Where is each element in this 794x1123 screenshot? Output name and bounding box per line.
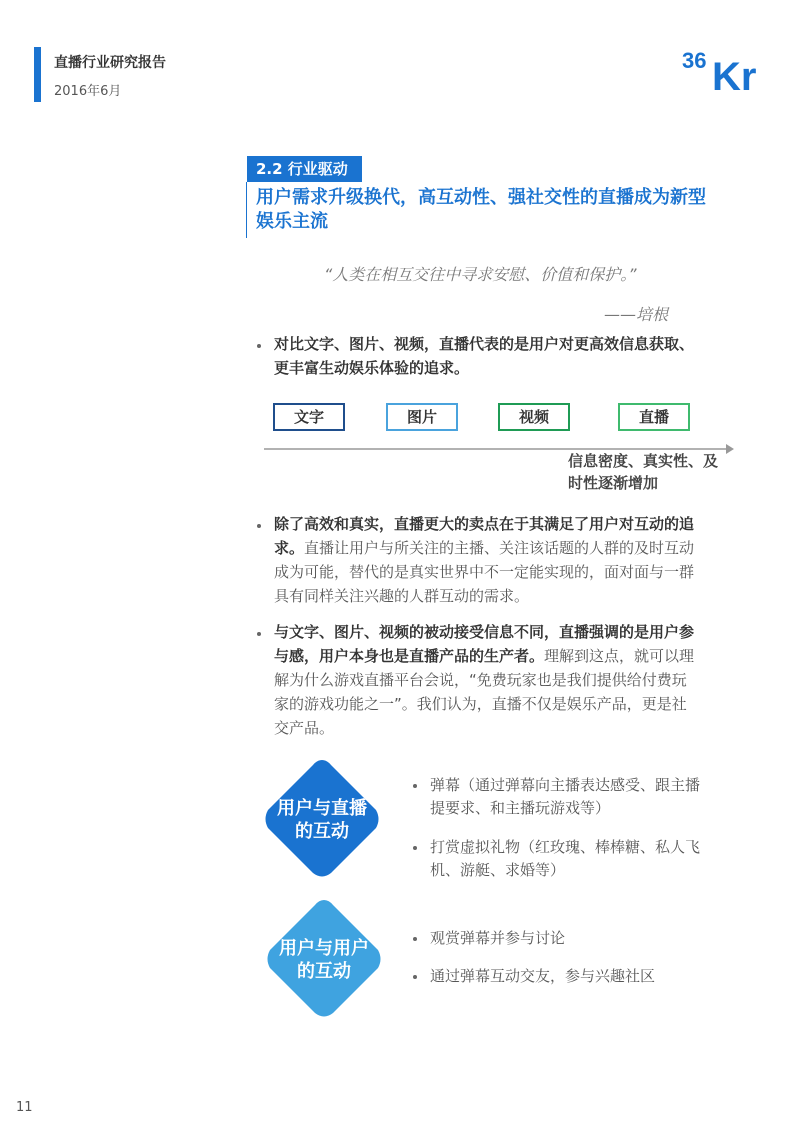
interaction-2-label-line-1: 用户与用户	[279, 938, 369, 959]
bullet-1-line-2: 更丰富生动娱乐体验的追求。	[274, 359, 470, 377]
page-number: 11	[16, 1100, 33, 1115]
36kr-logo	[680, 44, 766, 94]
bullet-3-bold-1: 与文字、图片、视频的被动接受信息不同，直播强调的是用户参	[274, 623, 695, 641]
bullet-3-line-4: 家的游戏功能之一”。我们认为，直播不仅是娱乐产品，更是社	[274, 695, 687, 713]
axis-label-line-1: 信息密度、真实性、及	[568, 452, 719, 470]
interaction-2-item-2-dot	[413, 975, 417, 979]
headline-line-1: 用户需求升级换代，高互动性、强社交性的直播成为新型	[256, 187, 706, 208]
media-box-image: 图片	[386, 403, 458, 431]
quote-author: ——培根	[604, 305, 669, 324]
section-rule	[246, 182, 247, 238]
section-tag: 2.2 行业驱动	[247, 156, 362, 182]
bullet-3-rest-2: 理解到这点，就可以理	[544, 647, 695, 665]
header-accent-bar	[34, 47, 41, 102]
headline-line-2: 娱乐主流	[256, 211, 328, 232]
interaction-1-label-line-1: 用户与直播	[277, 798, 367, 819]
media-box-video: 视频	[498, 403, 570, 431]
interaction-2-item-1-dot	[413, 937, 417, 941]
svg-text:Kr: Kr	[712, 55, 757, 94]
axis-label-line-2: 时性逐渐增加	[568, 474, 659, 492]
media-box-live: 直播	[618, 403, 690, 431]
bullet-2	[274, 512, 744, 608]
report-title: 直播行业研究报告	[54, 55, 166, 71]
bullet-1-dot	[257, 344, 261, 348]
bullet-3-line-5: 交产品。	[274, 719, 335, 737]
interaction-1-item-1: 弹幕（通过弹幕向主播表达感受、跟主播 提要求、和主播玩游戏等）	[430, 776, 701, 817]
bullet-1-line-1: 对比文字、图片、视频，直播代表的是用户对更高效信息获取、	[274, 335, 695, 353]
report-date: 2016年6月	[54, 84, 122, 99]
media-box-text: 文字	[273, 403, 345, 431]
interaction-2-label-line-2: 的互动	[297, 961, 351, 982]
interaction-1-item-1-dot	[413, 784, 417, 788]
interaction-1-item-2-dot	[413, 846, 417, 850]
bullet-3-dot	[257, 632, 261, 636]
bullet-2-line-4: 具有同样关注兴趣的人群互动的需求。	[274, 587, 530, 605]
interaction-1-label	[259, 797, 385, 843]
bullet-3-bold-2: 与感，用户本身也是直播产品的生产者。	[274, 647, 545, 665]
bullet-2-dot	[257, 524, 261, 528]
interaction-2-label	[261, 937, 387, 983]
interaction-2-item-1: 观赏弹幕并参与讨论	[430, 929, 566, 947]
bullet-2-rest-2: 直播让用户与所关注的主播、关注该话题的人群的及时互动	[304, 539, 695, 557]
bullet-3	[274, 620, 744, 740]
svg-text:36: 36	[682, 48, 707, 73]
axis-label	[568, 450, 748, 494]
bullet-2-bold-1: 除了高效和真实，直播更大的卖点在于其满足了用户对互动的追	[274, 515, 695, 533]
bullet-2-line-3: 成为可能，替代的是真实世界中不一定能实现的，面对面与一群	[274, 563, 695, 581]
bullet-1	[274, 332, 734, 380]
bullet-3-line-3: 解为什么游戏直播平台会说，“免费玩家也是我们提供给付费玩	[274, 671, 687, 689]
bullet-2-bold-2: 求。	[274, 539, 305, 557]
interaction-1-label-line-2: 的互动	[295, 821, 349, 842]
interaction-2-item-2: 通过弹幕互动交友，参与兴趣社区	[430, 967, 656, 985]
interaction-1-item-2: 打赏虚拟礼物（红玫瑰、棒棒糖、私人飞 机、游艇、求婚等）	[430, 838, 701, 879]
quote-text: “人类在相互交往中寻求安慰、价值和保护。”	[324, 265, 637, 284]
section-headline	[256, 186, 746, 234]
